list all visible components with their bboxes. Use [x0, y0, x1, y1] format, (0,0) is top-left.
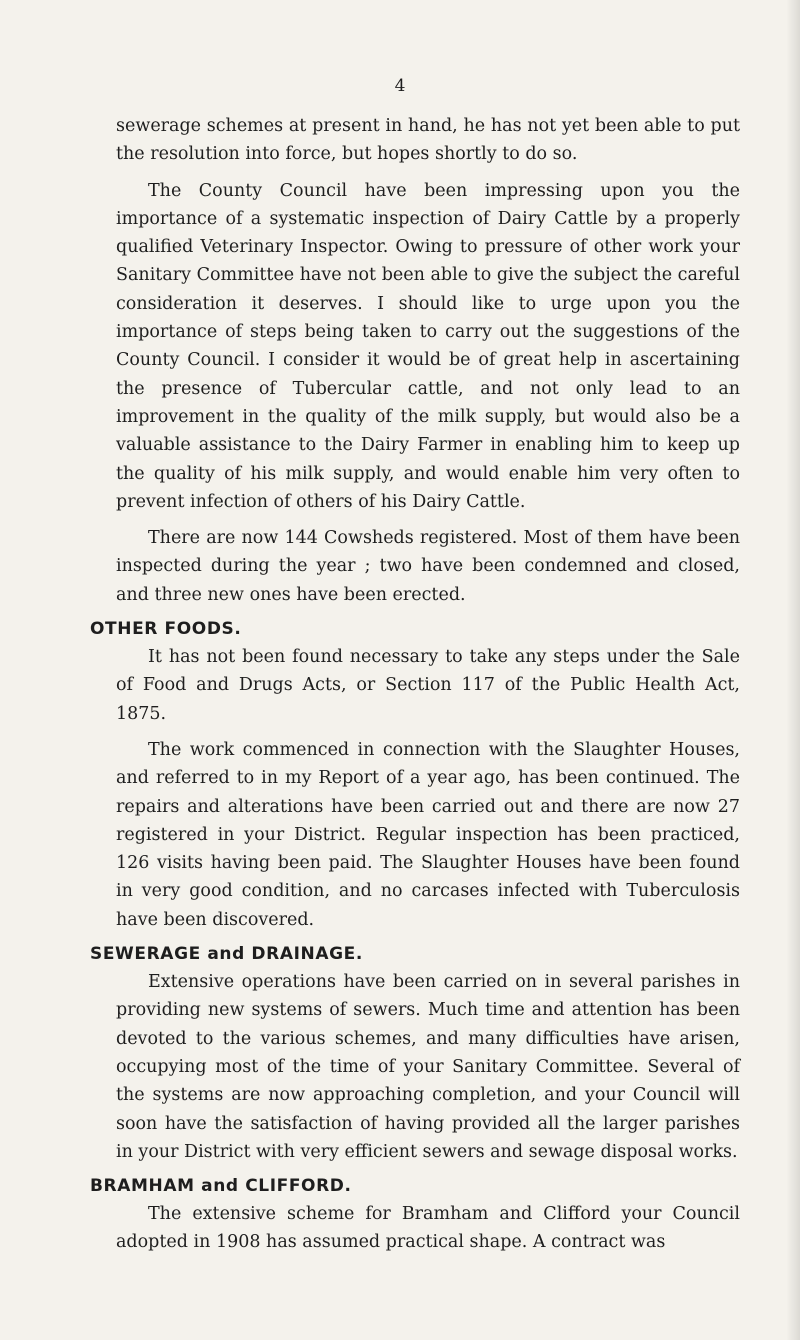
heading-bramham-and-clifford: BRAMHAM and CLIFFORD.: [90, 1176, 352, 1197]
page-body: [90, 112, 740, 1257]
paragraph-slaughter-houses: The work commenced in connection with the Slaughter Houses, and referred to in my Report of a year ago, has been continued. The repairs and alterations have been carried out and there are now 27 registered in your District. Regular inspection has been practiced, 126 visits having been paid. The Slaughter Houses have been found in very good condition, and no carcases infected with Tuberculosis have been discovered.: [116, 739, 740, 930]
page-edge-shadow: [786, 0, 800, 1340]
paragraph-sewerage-continuation: sewerage schemes at present in hand, he has not yet been able to put the resolution into force, but hopes shortly to do so.: [116, 116, 740, 165]
heading-sewerage-and-drainage: SEWERAGE and DRAINAGE.: [90, 944, 363, 965]
heading-other-foods: OTHER FOODS.: [90, 619, 242, 640]
page-number: 4: [394, 76, 406, 96]
paragraph-bramham-scheme: The extensive scheme for Bramham and Clifford your Council adopted in 1908 has assumed practical shape. A contract was: [116, 1204, 740, 1253]
paragraph-dairy-cattle-inspection: The County Council have been impressing upon you the importance of a systematic inspection of Dairy Cattle by a properly qualified Veterinary Inspector. Owing to pressure of other work your Sanitary Committee have not been able to give the subject the careful consideration it deserves. I should like to urge upon you the importance of steps being taken to carry out the suggestions of the County Council. I consider it would be of great help in ascertaining the presence of Tubercular cattle, and not only lead to an improvement in the quality of the milk supply, but would also be a valuable assistance to the Dairy Farmer in enabling him to keep up the quality of his milk supply, and would enable him very often to prevent infection of others of his Dairy Cattle.: [116, 180, 740, 512]
paragraph-sewers: Extensive operations have been carried on in several parishes in providing new systems of sewers. Much time and attention has been devoted to the various schemes, and many difficulties have arisen, occupying most of the time of your Sanitary Committee. Several of the systems are now approaching completion, and your Council will soon have the satisfaction of having provided all the larger parishes in your District with very efficient sewers and sewage disposal works.: [116, 972, 740, 1162]
paragraph-cowsheds: There are now 144 Cowsheds registered. Most of them have been inspected during the year ; two have been condemned and closed, and three new ones have been erected.: [116, 528, 740, 605]
paragraph-food-and-drugs: It has not been found necessary to take any steps under the Sale of Food and Drugs Acts, or Section 117 of the Public Health Act, 1875.: [116, 647, 740, 724]
